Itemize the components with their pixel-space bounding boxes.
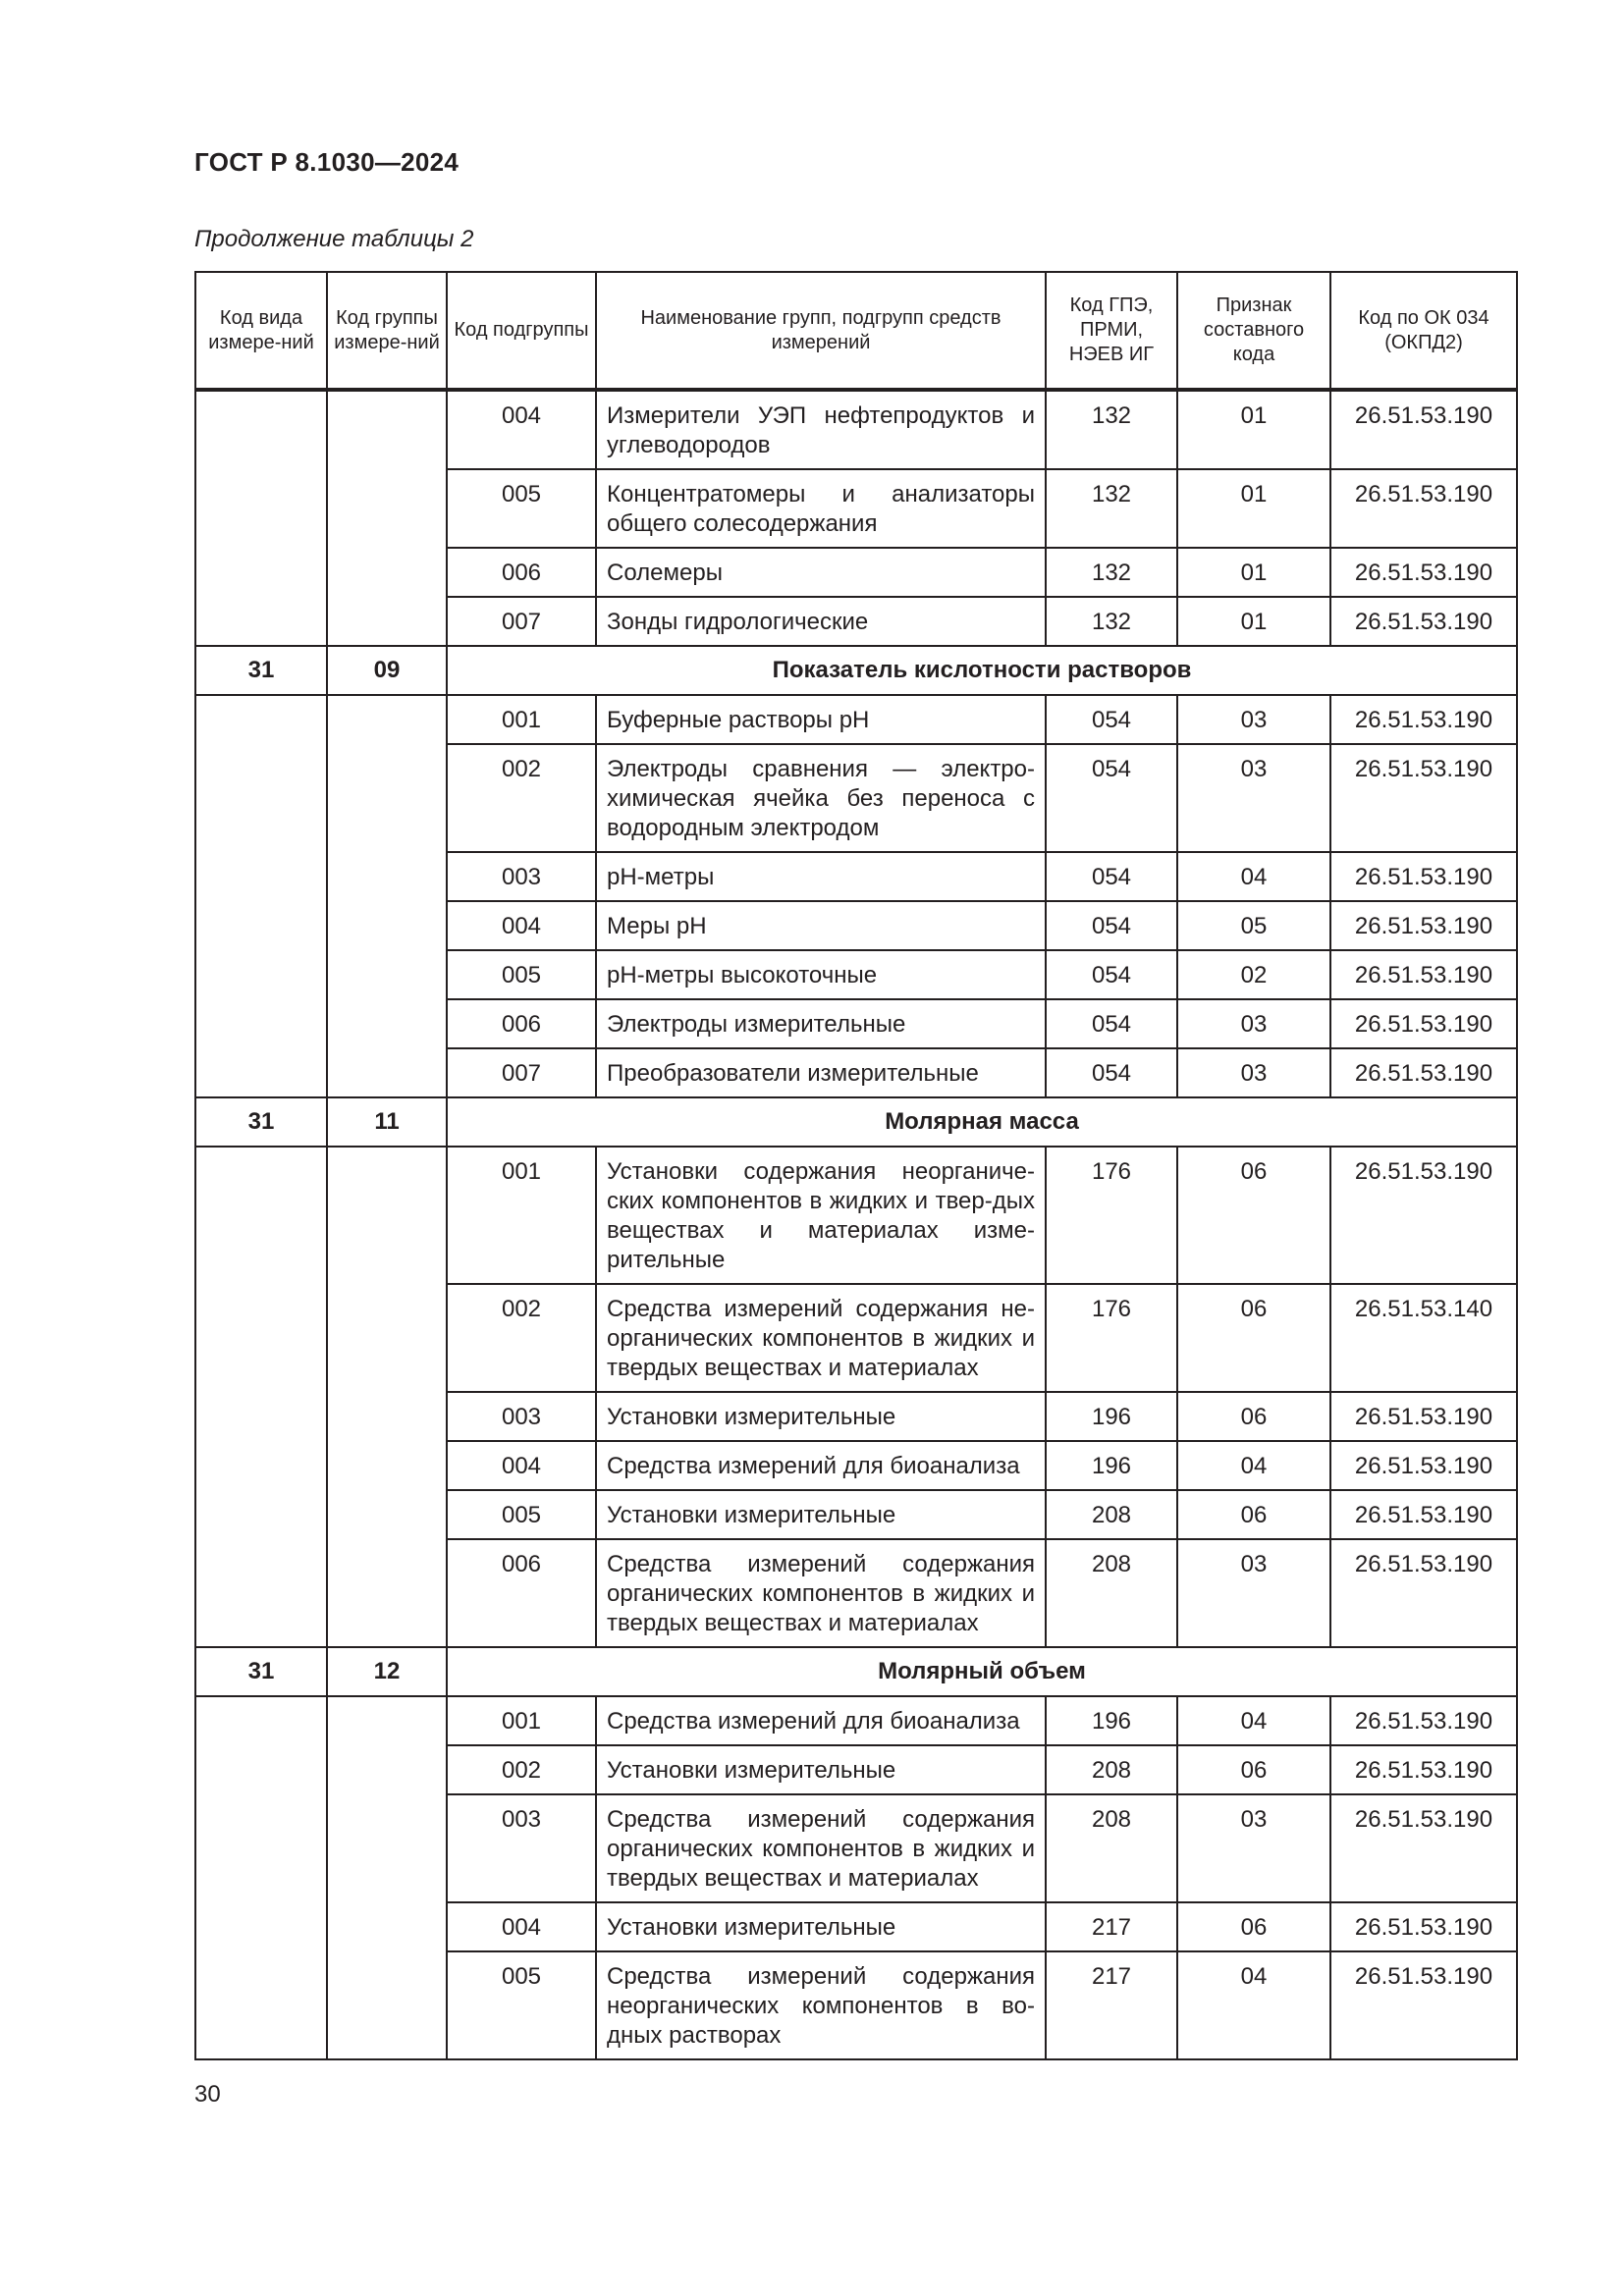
item-name: Средства измерений для биоанализа	[596, 1696, 1046, 1745]
item-name: Зонды гидрологические	[596, 597, 1046, 646]
subgroup-code: 004	[447, 390, 596, 469]
gpe-code: 196	[1046, 1392, 1177, 1441]
item-name: Средства измерений содержания органических компонентов в жидких и твердых веществах и материалах	[596, 1539, 1046, 1647]
header-row	[195, 272, 1517, 390]
table-caption: Продолжение таблицы 2	[194, 226, 474, 252]
gpe-code: 208	[1046, 1490, 1177, 1539]
subgroup-code: 004	[447, 1902, 596, 1951]
item-name: Измерители УЭП нефтепродуктов и углеводородов	[596, 390, 1046, 469]
col-header-subgroup: Код подгруппы	[447, 272, 596, 390]
item-name: Электроды сравнения — электро-химическая ячейка без переноса с водородным электродом	[596, 744, 1046, 852]
item-name: pH-метры высокоточные	[596, 950, 1046, 999]
gpe-code: 054	[1046, 744, 1177, 852]
subgroup-code: 002	[447, 744, 596, 852]
subgroup-code: 005	[447, 469, 596, 548]
item-name: Средства измерений содержания неорганических компонентов в во-дных растворах	[596, 1951, 1046, 2059]
composite-sign: 06	[1177, 1490, 1330, 1539]
subgroup-code: 001	[447, 695, 596, 744]
okpd-code: 26.51.53.190	[1330, 1902, 1517, 1951]
subgroup-code: 006	[447, 548, 596, 597]
table-row	[195, 695, 1517, 744]
subgroup-code: 003	[447, 1392, 596, 1441]
okpd-code: 26.51.53.190	[1330, 1441, 1517, 1490]
composite-sign: 06	[1177, 1902, 1330, 1951]
okpd-code: 26.51.53.190	[1330, 469, 1517, 548]
subgroup-code: 003	[447, 1794, 596, 1902]
composite-sign: 01	[1177, 597, 1330, 646]
composite-sign: 01	[1177, 390, 1330, 469]
subgroup-code: 004	[447, 1441, 596, 1490]
okpd-code: 26.51.53.190	[1330, 1048, 1517, 1097]
kind-code-cell-empty	[195, 390, 327, 646]
group-header-row	[195, 646, 1517, 695]
gpe-code: 132	[1046, 548, 1177, 597]
gpe-code: 208	[1046, 1745, 1177, 1794]
okpd-code: 26.51.53.190	[1330, 390, 1517, 469]
subgroup-code: 007	[447, 597, 596, 646]
okpd-code: 26.51.53.190	[1330, 950, 1517, 999]
col-header-okpd: Код по ОК 034 (ОКПД2)	[1330, 272, 1517, 390]
item-name: Преобразователи измерительные	[596, 1048, 1046, 1097]
gpe-code: 176	[1046, 1147, 1177, 1284]
item-name: Установки измерительные	[596, 1490, 1046, 1539]
item-name: Установки измерительные	[596, 1392, 1046, 1441]
kind-code-cell-empty	[195, 1696, 327, 2059]
group-header-row	[195, 1097, 1517, 1147]
composite-sign: 04	[1177, 1951, 1330, 2059]
group-code: 11	[327, 1097, 447, 1147]
okpd-code: 26.51.53.190	[1330, 1696, 1517, 1745]
gpe-code: 208	[1046, 1539, 1177, 1647]
subgroup-code: 005	[447, 1490, 596, 1539]
composite-sign: 06	[1177, 1745, 1330, 1794]
composite-sign: 02	[1177, 950, 1330, 999]
table-row	[195, 1696, 1517, 1745]
subgroup-code: 004	[447, 901, 596, 950]
item-name: Буферные растворы pH	[596, 695, 1046, 744]
gpe-code: 054	[1046, 1048, 1177, 1097]
okpd-code: 26.51.53.190	[1330, 999, 1517, 1048]
composite-sign: 03	[1177, 1794, 1330, 1902]
group-kind-code: 31	[195, 1647, 327, 1696]
composite-sign: 06	[1177, 1284, 1330, 1392]
item-name: Средства измерений для биоанализа	[596, 1441, 1046, 1490]
okpd-code: 26.51.53.190	[1330, 1392, 1517, 1441]
item-name: Средства измерений содержания органических компонентов в жидких и твердых веществах и материалах	[596, 1794, 1046, 1902]
subgroup-code: 003	[447, 852, 596, 901]
item-name: Электроды измерительные	[596, 999, 1046, 1048]
gpe-code: 208	[1046, 1794, 1177, 1902]
gpe-code: 196	[1046, 1441, 1177, 1490]
table-header	[195, 272, 1517, 390]
gpe-code: 132	[1046, 597, 1177, 646]
subgroup-code: 006	[447, 1539, 596, 1647]
subgroup-code: 007	[447, 1048, 596, 1097]
item-name: Меры pH	[596, 901, 1046, 950]
col-header-name: Наименование групп, подгрупп средств измерений	[596, 272, 1046, 390]
col-header-sign: Признак составного кода	[1177, 272, 1330, 390]
group-code-cell-empty	[327, 1696, 447, 2059]
okpd-code: 26.51.53.190	[1330, 695, 1517, 744]
page-number: 30	[194, 2081, 221, 2108]
group-title: Молярная масса	[447, 1097, 1517, 1147]
okpd-code: 26.51.53.190	[1330, 1745, 1517, 1794]
gpe-code: 054	[1046, 901, 1177, 950]
okpd-code: 26.51.53.140	[1330, 1284, 1517, 1392]
col-header-group: Код группы измере-ний	[327, 272, 447, 390]
gpe-code: 132	[1046, 390, 1177, 469]
okpd-code: 26.51.53.190	[1330, 852, 1517, 901]
gpe-code: 132	[1046, 469, 1177, 548]
gpe-code: 176	[1046, 1284, 1177, 1392]
item-name: Установки содержания неорганиче-ских компонентов в жидких и твер-дых веществах и материалах изме-рительные	[596, 1147, 1046, 1284]
group-code: 09	[327, 646, 447, 695]
item-name: Солемеры	[596, 548, 1046, 597]
subgroup-code: 002	[447, 1745, 596, 1794]
composite-sign: 04	[1177, 1441, 1330, 1490]
group-header-row	[195, 1647, 1517, 1696]
group-title: Молярный объем	[447, 1647, 1517, 1696]
kind-code-cell-empty	[195, 695, 327, 1097]
okpd-code: 26.51.53.190	[1330, 597, 1517, 646]
okpd-code: 26.51.53.190	[1330, 1794, 1517, 1902]
subgroup-code: 006	[447, 999, 596, 1048]
item-name: pH-метры	[596, 852, 1046, 901]
subgroup-code: 001	[447, 1696, 596, 1745]
composite-sign: 01	[1177, 469, 1330, 548]
table-body	[195, 390, 1517, 2059]
okpd-code: 26.51.53.190	[1330, 548, 1517, 597]
table-row	[195, 1147, 1517, 1284]
composite-sign: 03	[1177, 999, 1330, 1048]
col-header-kind: Код вида измере-ний	[195, 272, 327, 390]
okpd-code: 26.51.53.190	[1330, 1539, 1517, 1647]
okpd-code: 26.51.53.190	[1330, 1147, 1517, 1284]
composite-sign: 06	[1177, 1392, 1330, 1441]
composite-sign: 03	[1177, 695, 1330, 744]
measurement-codes-table	[194, 271, 1518, 2060]
composite-sign: 05	[1177, 901, 1330, 950]
group-code: 12	[327, 1647, 447, 1696]
col-header-gpe: Код ГПЭ, ПРМИ, НЭЕВ ИГ	[1046, 272, 1177, 390]
gpe-code: 217	[1046, 1902, 1177, 1951]
composite-sign: 06	[1177, 1147, 1330, 1284]
okpd-code: 26.51.53.190	[1330, 744, 1517, 852]
group-kind-code: 31	[195, 646, 327, 695]
okpd-code: 26.51.53.190	[1330, 901, 1517, 950]
kind-code-cell-empty	[195, 1147, 327, 1647]
subgroup-code: 005	[447, 1951, 596, 2059]
okpd-code: 26.51.53.190	[1330, 1490, 1517, 1539]
gpe-code: 217	[1046, 1951, 1177, 2059]
item-name: Концентратомеры и анализаторы общего солесодержания	[596, 469, 1046, 548]
composite-sign: 04	[1177, 1696, 1330, 1745]
document-title: ГОСТ Р 8.1030—2024	[194, 147, 460, 177]
subgroup-code: 002	[447, 1284, 596, 1392]
table-row	[195, 390, 1517, 469]
gpe-code: 054	[1046, 852, 1177, 901]
subgroup-code: 005	[447, 950, 596, 999]
group-kind-code: 31	[195, 1097, 327, 1147]
gpe-code: 054	[1046, 999, 1177, 1048]
group-code-cell-empty	[327, 1147, 447, 1647]
composite-sign: 03	[1177, 744, 1330, 852]
group-title: Показатель кислотности растворов	[447, 646, 1517, 695]
gpe-code: 196	[1046, 1696, 1177, 1745]
item-name: Установки измерительные	[596, 1745, 1046, 1794]
group-code-cell-empty	[327, 695, 447, 1097]
composite-sign: 04	[1177, 852, 1330, 901]
okpd-code: 26.51.53.190	[1330, 1951, 1517, 2059]
item-name: Установки измерительные	[596, 1902, 1046, 1951]
subgroup-code: 001	[447, 1147, 596, 1284]
gpe-code: 054	[1046, 695, 1177, 744]
group-code-cell-empty	[327, 390, 447, 646]
gpe-code: 054	[1046, 950, 1177, 999]
composite-sign: 01	[1177, 548, 1330, 597]
composite-sign: 03	[1177, 1539, 1330, 1647]
composite-sign: 03	[1177, 1048, 1330, 1097]
item-name: Средства измерений содержания не-органических компонентов в жидких и твердых веществах и материалах	[596, 1284, 1046, 1392]
